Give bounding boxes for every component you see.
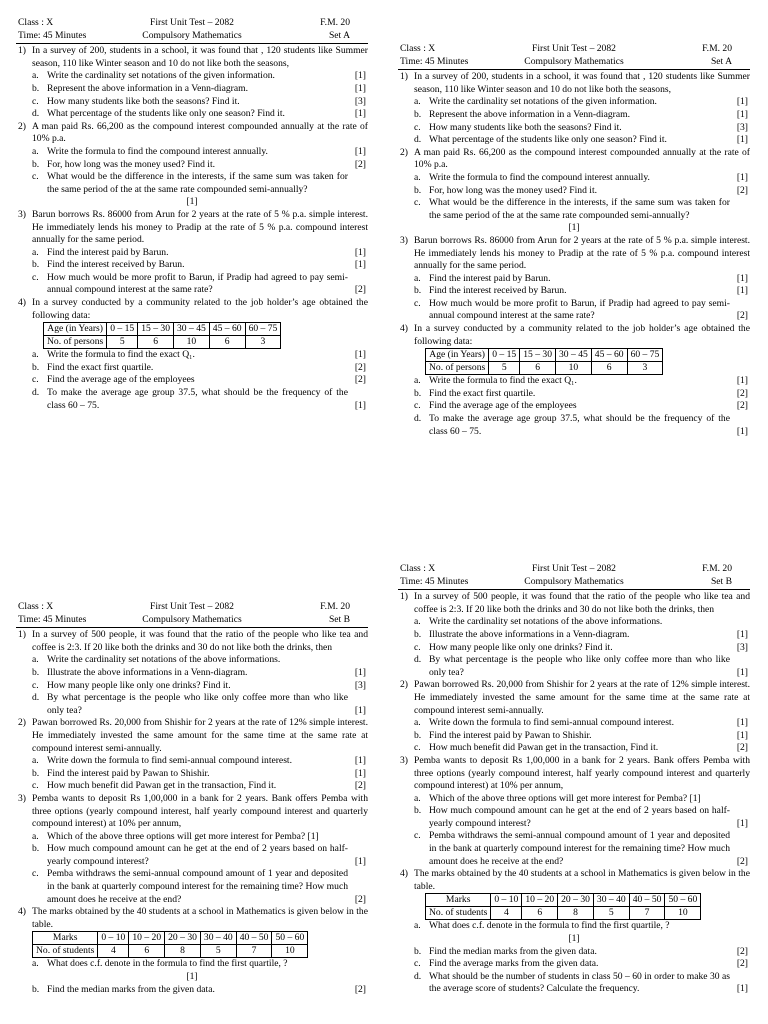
time-label: Time: 45 Minutes xyxy=(18,29,87,41)
set-label: Set A xyxy=(710,55,732,67)
question-4c: c. Find the average marks from the given data. [2] xyxy=(414,958,748,970)
question-4b: b. Find the exact first quartile. [2] xyxy=(32,361,366,373)
question-4: 4) The marks obtained by the 40 students at a school in Mathematics is given below in the table. xyxy=(400,868,750,892)
class-label: Class : X xyxy=(18,601,54,612)
set-label: Set B xyxy=(710,575,732,587)
question-3b: b. How much compound amount can he get at the end of 2 years based on half-yearly compound interest? [1] xyxy=(414,805,748,829)
question-4d: d. To make the average age group 37.5, what should be the frequency of the class 60 – 75. [1] xyxy=(32,387,366,411)
question-4d: d. What should be the number of students in class 50 – 60 in order to make 30 as the average score of students? Calculate the frequency. [1] xyxy=(414,970,748,995)
question-3a: a. Which of the above three options will get more interest for Pemba? [1] xyxy=(32,830,319,842)
question-2b: b. Find the interest paid by Pawan to Shishir. [1] xyxy=(32,767,366,779)
question-1b: b. Illustrate the above informations in a Venn-diagram. [1] xyxy=(32,666,366,678)
full-marks: F.M. 20 xyxy=(320,17,350,28)
time-label: Time: 45 Minutes xyxy=(400,575,469,587)
question-1: 1) In a survey of 200, students in a school, it was found that , 120 students like Summer season, 110 like Winter season and 10 do not like both the seasons, xyxy=(18,45,368,69)
exam-paper-set-a-left xyxy=(16,17,368,412)
question-2b: b. For, how long was the money used? Find it. [2] xyxy=(414,184,748,196)
question-1: 1) In a survey of 500 people, it was found that the ratio of the people who like tea and coffee is 2:3. If 20 like both the drinks and 30 do not like both the drinks, then xyxy=(400,591,750,615)
question-1c: c. How many people like only one drinks? Find it. [3] xyxy=(414,641,748,653)
class-label: Class : X xyxy=(18,17,54,28)
question-4c: c. Find the average age of the employees [2] xyxy=(414,400,748,412)
test-title: First Unit Test – 2082 xyxy=(150,601,234,612)
question-1a: a. Write the cardinality set notations of the above informations. xyxy=(414,616,663,628)
question-2a: a. Write the formula to find the compound interest annually. [1] xyxy=(414,171,748,183)
question-1c: c. How many students like both the seasons? Find it. [3] xyxy=(414,121,748,133)
class-label: Class : X xyxy=(400,43,436,54)
question-3b: b. How much compound amount can he get at the end of 2 years based on half-yearly compound interest? [1] xyxy=(32,843,366,867)
full-marks: F.M. 20 xyxy=(702,43,732,54)
test-title: First Unit Test – 2082 xyxy=(532,563,616,574)
question-2c: c. How much benefit did Pawan get in the transaction, Find it. [2] xyxy=(414,742,748,754)
question-1d: d. What percentage of the students like only one season? Find it. [1] xyxy=(414,134,748,146)
question-4: 4) In a survey conducted by a community related to the job holder’s age obtained the following data: xyxy=(400,323,750,347)
question-4a: a. Write the formula to find the exact Q₁. [1] xyxy=(32,349,366,361)
question-3b: b. Find the interest received by Barun. [1] xyxy=(32,259,366,271)
question-1b: b. Represent the above information in a Venn-diagram. [1] xyxy=(414,108,748,120)
question-1a: a. Write the cardinality set notations of the given information. [1] xyxy=(414,96,748,108)
question-3c: c. How much would be more profit to Barun, if Pradip had agreed to pay semi-annual compound interest at the same rate? [2] xyxy=(32,271,366,296)
full-marks: F.M. 20 xyxy=(702,563,732,574)
question-2c-mark: [1] xyxy=(186,196,198,208)
question-1d: d. What percentage of the students like only one season? Find it. [1] xyxy=(32,108,366,120)
question-4a: a. Write the formula to find the exact Q₁. [1] xyxy=(414,375,748,387)
class-label: Class : X xyxy=(400,563,436,574)
age-frequency-table: Age (in Years) 0 – 15 15 – 30 30 – 45 45 – 60 60 – 75 No. of persons 5 6 10 6 3 xyxy=(425,348,663,375)
time-label: Time: 45 Minutes xyxy=(400,55,469,67)
full-marks: F.M. 20 xyxy=(320,601,350,612)
question-4d: d. To make the average age group 37.5, what should be the frequency of the class 60 – 75. [1] xyxy=(414,413,748,437)
time-label: Time: 45 Minutes xyxy=(18,613,87,625)
question-4a: a. What does c.f. denote in the formula to find the first quartile, ? xyxy=(32,958,288,970)
question-3: 3) Barun borrows Rs. 86000 from Arun for 2 years at the rate of 5 % p.a. simple interest. He immediately lends his money to Pradip at the rate of 5 % p.a. compound interest annually for the same period. xyxy=(400,234,750,272)
marks-frequency-table: Marks 0 – 10 10 – 20 20 – 30 30 – 40 40 – 50 50 – 60 No. of students 4 6 8 5 7 10 xyxy=(425,893,701,920)
question-3: 3) Barun borrows Rs. 86000 from Arun for 2 years at the rate of 5 % p.a. simple interest. He immediately lends his money to Pradip at the rate of 5 % p.a. compound interest annually for the same period. xyxy=(18,208,368,246)
exam-paper-set-b-left xyxy=(16,601,368,996)
exam-paper-set-b-right xyxy=(398,563,750,996)
question-1c: c. How many people like only one drinks? Find it. [3] xyxy=(32,679,366,691)
question-2c: c. What would be the difference in the interests, if the same sum was taken for the same period of the at the same rate compounded semi-annually? xyxy=(32,171,348,195)
question-1a: a. Write the cardinality set notations of the given information. [1] xyxy=(32,70,366,82)
question-4a-mark: [1] xyxy=(568,933,580,945)
question-3a: a. Find the interest paid by Barun. [1] xyxy=(32,246,366,258)
subject-title: Compulsory Mathematics xyxy=(142,29,242,41)
question-1d: d. By what percentage is the people who like only coffee more than who like only tea? [1] xyxy=(32,692,366,716)
marks-frequency-table: Marks 0 – 10 10 – 20 20 – 30 30 – 40 40 – 50 50 – 60 No. of students 4 6 8 5 7 10 xyxy=(32,931,308,958)
test-title: First Unit Test – 2082 xyxy=(532,43,616,54)
question-3c: c. How much would be more profit to Barun, if Pradip had agreed to pay semi-annual compound interest at the same rate? [2] xyxy=(414,297,748,322)
subject-title: Compulsory Mathematics xyxy=(142,613,242,625)
header-rule xyxy=(398,589,750,590)
question-1b: b. Represent the above information in a Venn-diagram. [1] xyxy=(32,82,366,94)
question-2a: a. Write down the formula to find semi-annual compound interest. [1] xyxy=(414,717,748,729)
header-rule xyxy=(16,43,368,44)
question-3c: c. Pemba withdraws the semi-annual compound amount of 1 year and deposited in the bank at quarterly compound interest for the remaining time? How much amount does he receive at the end? [2] xyxy=(414,830,748,867)
question-4c: c. Find the average age of the employees [2] xyxy=(32,374,366,386)
question-2c: c. How much benefit did Pawan get in the transaction, Find it. [2] xyxy=(32,780,366,792)
question-3c: c. Pemba withdraws the semi-annual compound amount of 1 year and deposited in the bank at quarterly compound interest for the remaining time? How much amount does he receive at the end? [2] xyxy=(32,868,366,905)
exam-paper-set-a-right xyxy=(398,43,750,438)
question-4a: a. What does c.f. denote in the formula to find the first quartile, ? xyxy=(414,920,670,932)
header-rule xyxy=(398,69,750,70)
question-1: 1) In a survey of 200, students in a school, it was found that , 120 students like Summer season, 110 like Winter season and 10 do not like both the seasons, xyxy=(400,71,750,95)
question-2: 2) Pawan borrowed Rs. 20,000 from Shishir for 2 years at the rate of 12% simple interest. He immediately invested the same amount for the same time at the same rate at compound interest semi-annually. xyxy=(400,679,750,716)
question-4b: b. Find the median marks from the given data. [2] xyxy=(32,983,366,995)
question-2: 2) A man paid Rs. 66,200 as the compound interest compounded annually at the rate of 10% p.a. xyxy=(400,146,750,171)
question-2c-mark: [1] xyxy=(568,222,580,234)
header-rule xyxy=(16,627,368,628)
subject-title: Compulsory Mathematics xyxy=(524,55,624,67)
question-2a: a. Write the formula to find the compound interest annually. [1] xyxy=(32,145,366,157)
question-4: 4) In a survey conducted by a community related to the job holder’s age obtained the following data: xyxy=(18,297,368,321)
question-2c: c. What would be the difference in the interests, if the same sum was taken for the same period of the at the same rate compounded semi-annually? xyxy=(414,197,730,221)
question-3b: b. Find the interest received by Barun. [1] xyxy=(414,285,748,297)
question-3: 3) Pemba wants to deposit Rs 1,00,000 in a bank for 2 years. Bank offers Pemba with three options (yearly compound interest, half yearly compound interest and quarterly compound interest) at 10% per annum, xyxy=(400,754,750,792)
question-1c: c. How many students like both the seasons? Find it. [3] xyxy=(32,95,366,107)
question-2a: a. Write down the formula to find semi-annual compound interest. [1] xyxy=(32,755,366,767)
question-2: 2) Pawan borrowed Rs. 20,000 from Shishir for 2 years at the rate of 12% simple interest. He immediately invested the same amount for the same time at the same rate at compound interest semi-annually. xyxy=(18,717,368,754)
set-label: Set A xyxy=(328,29,350,41)
question-3: 3) Pemba wants to deposit Rs 1,00,000 in a bank for 2 years. Bank offers Pemba with three options (yearly compound interest, half yearly compound interest and quarterly compound interest) at 10% per annum, xyxy=(18,792,368,830)
question-4: 4) The marks obtained by the 40 students at a school in Mathematics is given below in the table. xyxy=(18,906,368,930)
question-2: 2) A man paid Rs. 66,200 as the compound interest compounded annually at the rate of 10% p.a. xyxy=(18,120,368,145)
question-2b: b. Find the interest paid by Pawan to Shishir. [1] xyxy=(414,729,748,741)
test-title: First Unit Test – 2082 xyxy=(150,17,234,28)
set-label: Set B xyxy=(328,613,350,625)
question-3a: a. Find the interest paid by Barun. [1] xyxy=(414,272,748,284)
question-1b: b. Illustrate the above informations in a Venn-diagram. [1] xyxy=(414,628,748,640)
question-4a-mark: [1] xyxy=(186,971,198,983)
question-1a: a. Write the cardinality set notations of the above informations. xyxy=(32,654,281,666)
question-4b: b. Find the exact first quartile. [2] xyxy=(414,387,748,399)
question-2b: b. For, how long was the money used? Find it. [2] xyxy=(32,158,366,170)
question-1d: d. By what percentage is the people who like only coffee more than who like only tea? [1] xyxy=(414,654,748,678)
question-1: 1) In a survey of 500 people, it was found that the ratio of the people who like tea and coffee is 2:3. If 20 like both the drinks and 30 do not like both the drinks, then xyxy=(18,629,368,653)
age-frequency-table: Age (in Years) 0 – 15 15 – 30 30 – 45 45 – 60 60 – 75 No. of persons 5 6 10 6 3 xyxy=(43,322,281,349)
question-4b: b. Find the median marks from the given data. [2] xyxy=(414,945,748,957)
question-3a: a. Which of the above three options will get more interest for Pemba? [1] xyxy=(414,792,701,804)
subject-title: Compulsory Mathematics xyxy=(524,575,624,587)
